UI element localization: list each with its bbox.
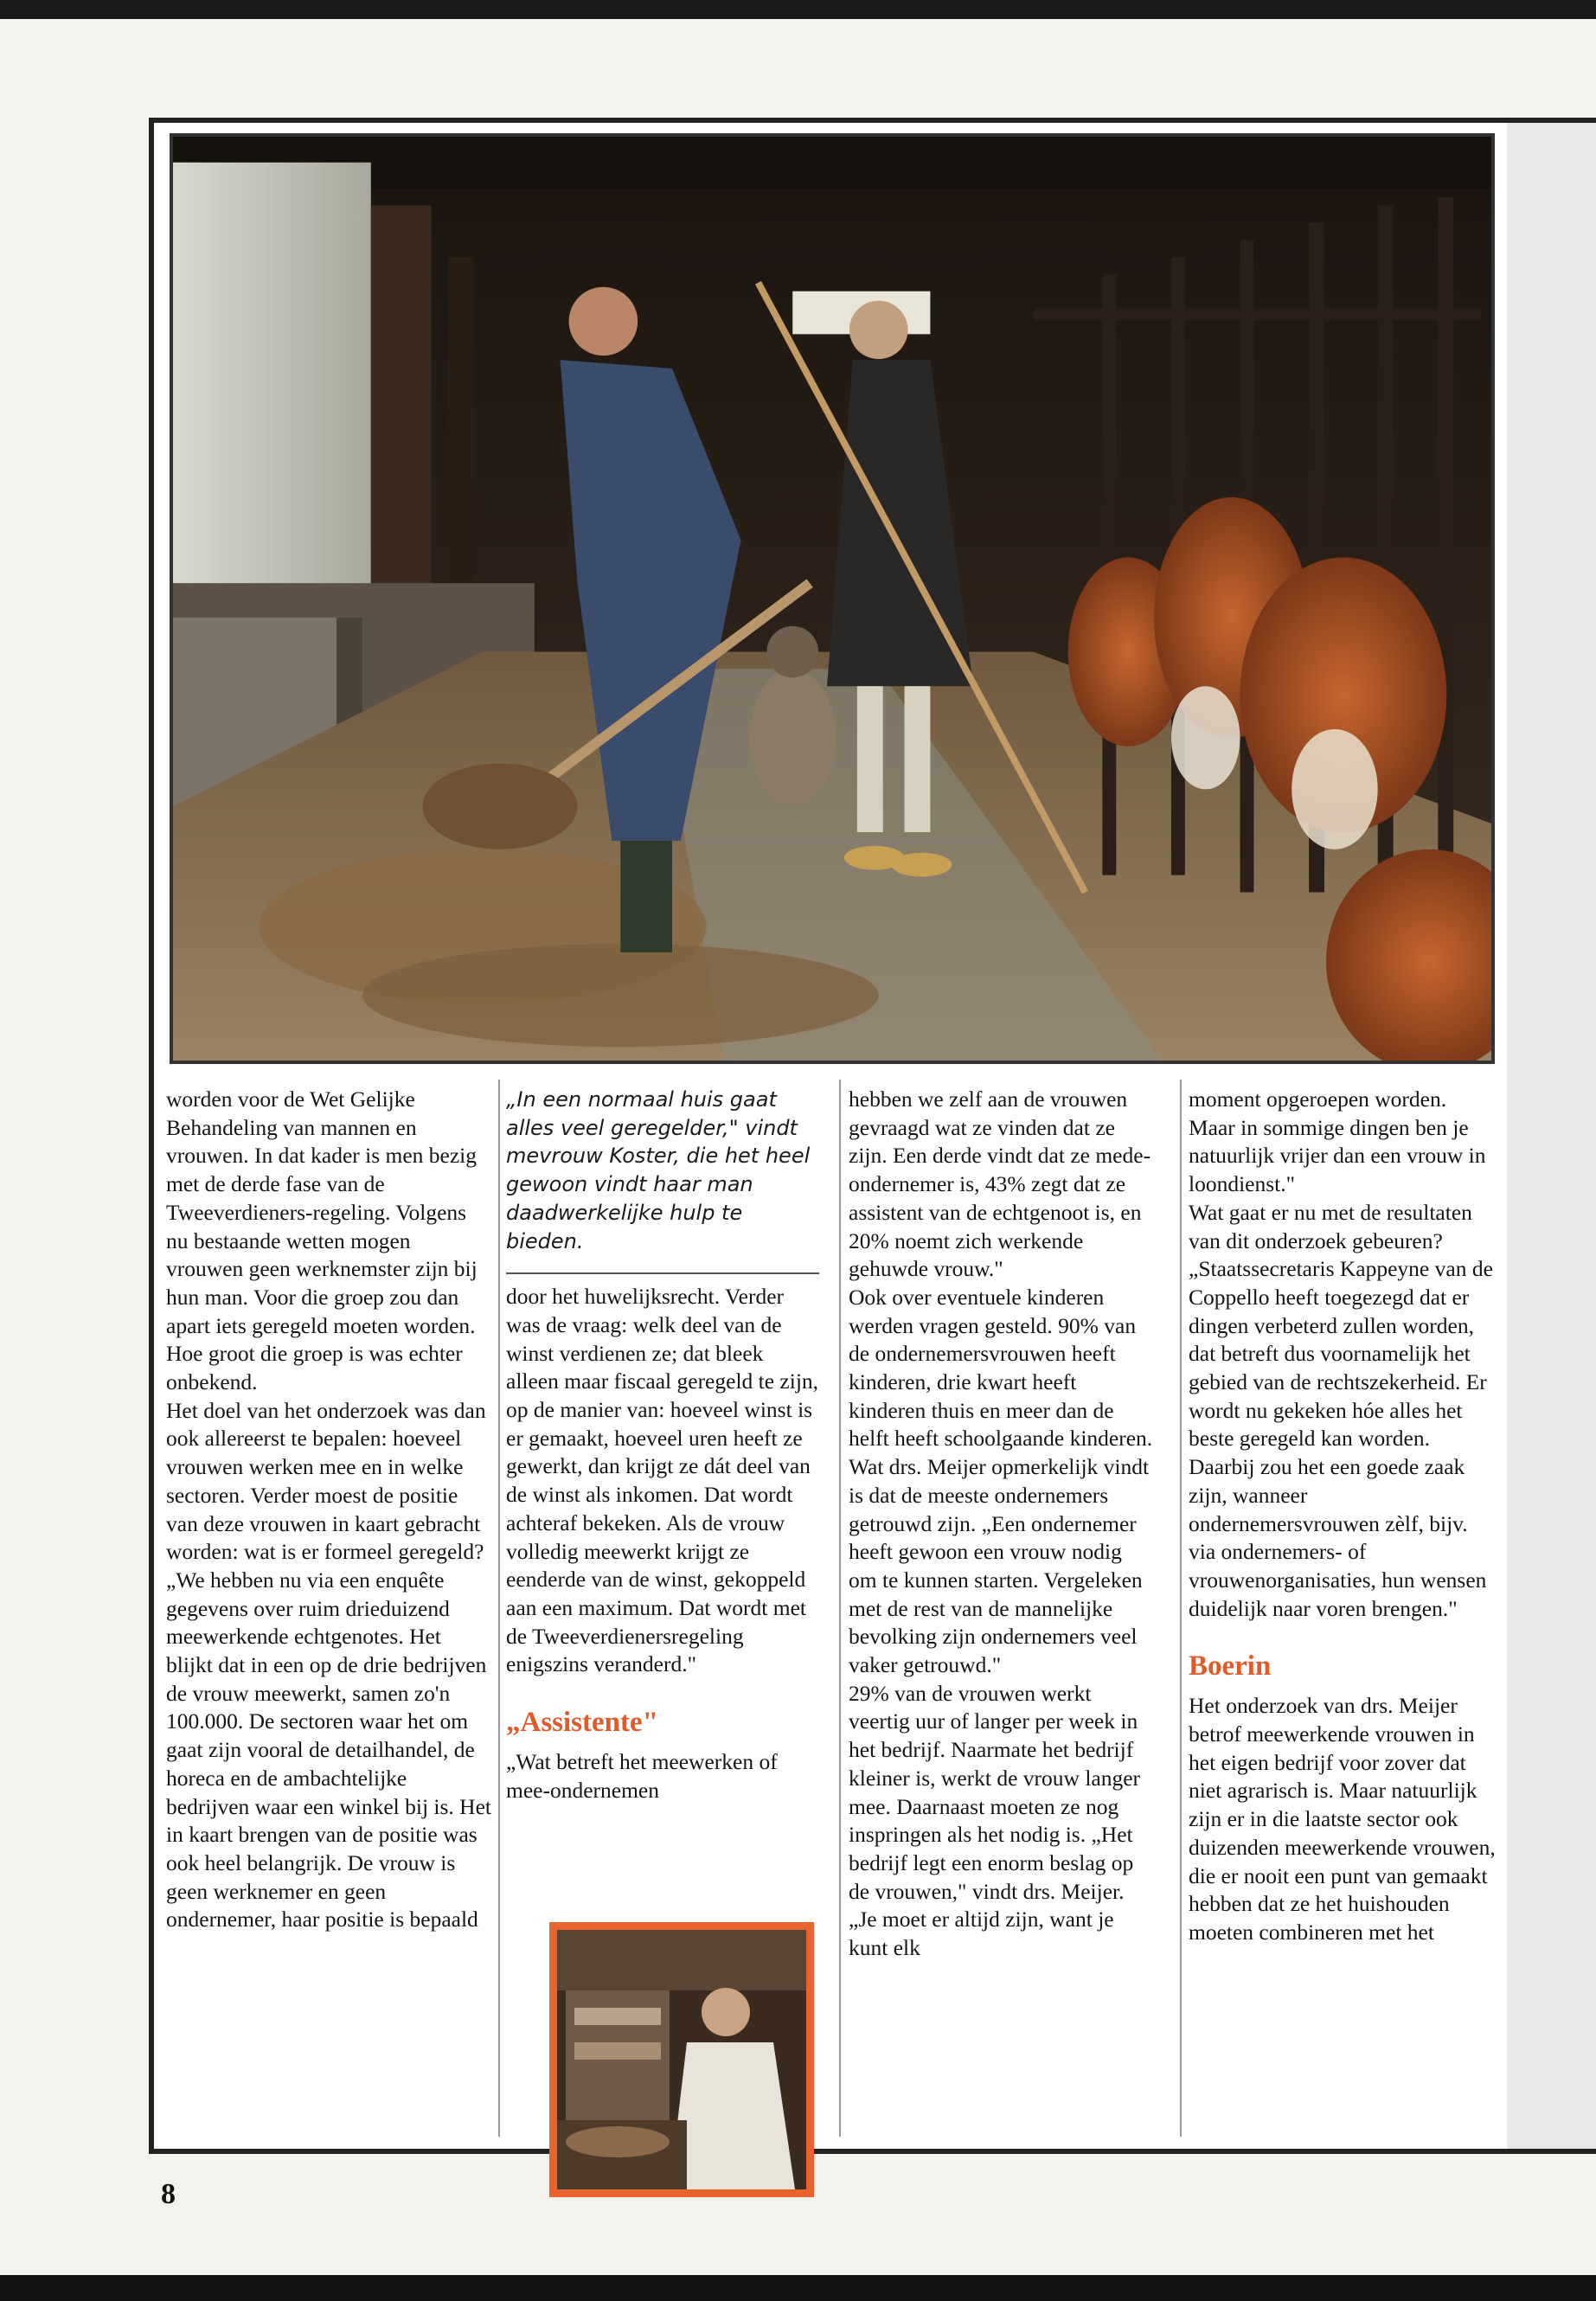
inset-photo — [549, 1922, 814, 2197]
column-rule-1 — [498, 1080, 500, 2137]
paragraph: Ook over eventuele kinderen werden vragen gesteld. 90% van de ondernemersvrouwen heeft kinderen, drie kwart heeft kinderen thuis en meer dan de helft heeft schoolgaande kinderen. Wat drs. Meijer opmerkelijk vindt is dat de meeste ondernemers getrouwd zijn. „Een ondernemer heeft gewoon een vrouw nodig om te kunnen starten. Vergeleken met de rest van de mannelijke bevolking zijn ondernemers veel vaker getrouwd." — [849, 1284, 1153, 1678]
barn-photo-illustration — [173, 137, 1491, 1061]
paragraph: „We hebben nu via een enquête gegevens over ruim drieduizend meewerkende echtgenotes. Het blijkt dat in een op de drie bedrijven de vrouw meewerkt, samen zo'n 100.000. De sectoren waar het om gaat zijn vooral de detailhandel, de horeca en de ambachtelijke bedrijven waar een winkel bij is. Het in kaart brengen van de positie was ook heel belangrijk. De vrouw is geen werknemer en geen ondernemer, haar positie is bepaald — [166, 1567, 492, 1932]
paragraph: „Staatssecretaris Kappeyne van de Coppello heeft toegezegd dat er dingen verbeterd zullen worden, dat betreft dus voornamelijk het gebied van de rechtszekerheid. Er wordt nu gekeken hóe alles het beste geregeld kan worden. Daarbij zou het een goede zaak zijn, wanneer ondernemersvrouwen zèlf, bijv. via ondernemers- of vrouwenorganisaties, hun wensen duidelijk naar voren brengen." — [1189, 1256, 1493, 1621]
caption-divider — [506, 1272, 819, 1274]
main-photo — [170, 133, 1495, 1064]
paragraph: 29% van de vrouwen werkt veertig uur of langer per week in het bedrijf. Naarmate het bedrijf kleiner is, werkt de vrouw langer mee. Daarnaast moeten ze nog inspringen als het nodig is. „Het bedrijf legt een enorm beslag op de vrouwen," vindt drs. Meijer. „Je moet er altijd zijn, want je kunt elk — [849, 1680, 1141, 1961]
page-number: 8 — [161, 2178, 176, 2210]
column-rule-2 — [839, 1080, 841, 2137]
article-column-1 — [166, 1086, 493, 1934]
shop-photo-illustration — [557, 1930, 806, 2189]
article-column-2 — [506, 1086, 819, 1804]
adjacent-page-edge — [1507, 118, 1596, 2154]
section-heading-assistente: „Assistente" — [506, 1707, 658, 1739]
paragraph: moment opgeroepen worden. Maar in sommige dingen ben je natuurlijk vrijer dan een vrouw in loondienst." — [1189, 1086, 1486, 1197]
column-rule-3 — [1180, 1080, 1182, 2137]
paragraph: worden voor de Wet Gelijke Behandeling van mannen en vrouwen. In dat kader is men bezig met de derde fase van de Tweeverdieners-regeling. Volgens nu bestaande wetten mogen vrouwen geen werknemster zijn bij hun man. Voor die groep zou dan apart iets geregeld moeten worden. Hoe groot die groep is was echter onbekend. — [166, 1086, 478, 1395]
article-column-3 — [849, 1086, 1153, 1963]
paragraph: „Wat betreft het meewerken of mee-ondernemen — [506, 1749, 778, 1803]
article-column-4 — [1189, 1086, 1497, 1947]
scan-bottom-edge — [0, 2275, 1596, 2301]
paragraph: Wat gaat er nu met de resultaten van dit onderzoek gebeuren? — [1189, 1199, 1472, 1253]
paragraph: Het onderzoek van drs. Meijer betrof meewerkende vrouwen in het eigen bedrijf voor zover dat niet agrarisch is. Maar natuurlijk zijn er in die laatste sector ook duizenden meewerkende vrouwen, die er nooit een punt van gemaakt hebben dat ze het huishouden moeten combineren met het — [1189, 1693, 1496, 1945]
paragraph: door het huwelijksrecht. Verder was de vraag: welk deel van de winst verdienen ze; dat bleek alleen maar fiscaal geregeld te zijn, op de manier van: hoeveel winst is er gemaakt, hoeveel uren heeft ze gewerkt, dan krijgt ze dát deel van de winst als inkomen. Dat wordt achteraf bekeken. Als de vrouw volledig meewerkt krijgt ze eenderde van de winst, gekoppeld aan een maximum. Dat wordt met de Tweeverdienersregeling enigszins veranderd." — [506, 1284, 819, 1677]
scan-top-edge — [0, 0, 1596, 19]
paragraph: Het doel van het onderzoek was dan ook allereerst te bepalen: hoeveel vrouwen werken mee en in welke sectoren. Verder moest de positie van deze vrouwen in kaart gebracht worden: wat is er formeel geregeld? — [166, 1397, 486, 1565]
section-heading-boerin: Boerin — [1189, 1650, 1272, 1682]
paragraph: hebben we zelf aan de vrouwen gevraagd wat ze vinden dat ze zijn. Een derde vindt dat ze mede-ondernemer is, 43% zegt dat ze assistent van de echtgenoot is, en 20% noemt zich werkende gehuwde vrouw." — [849, 1086, 1151, 1282]
photo-caption-quote: „In een normaal huis gaat alles veel geregelder," vindt mevrouw Koster, die het heel gewoon vindt haar man daadwerkelijke hulp te bieden. — [506, 1087, 811, 1253]
